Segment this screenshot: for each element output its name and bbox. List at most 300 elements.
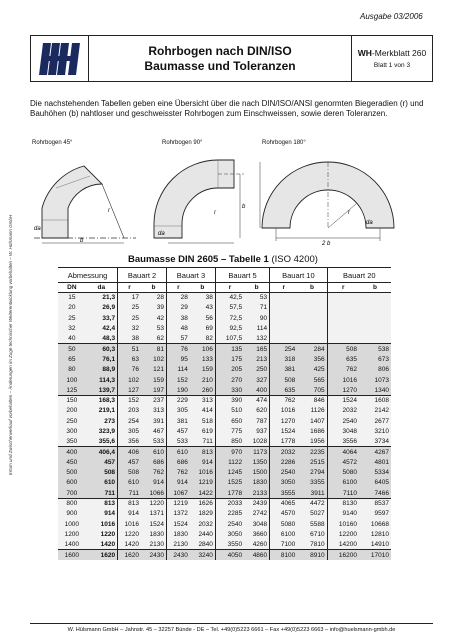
- table-cell: 1524: [149, 520, 164, 528]
- table-cell: 1219: [166, 498, 189, 508]
- table-cell: 3355: [310, 479, 325, 487]
- table-cell: 1400: [64, 541, 80, 549]
- table-cell: [327, 293, 359, 303]
- table-cell: 533: [166, 437, 189, 447]
- table-cell: 518: [202, 417, 213, 425]
- table-cell: [270, 293, 298, 303]
- table-cell: 1200: [64, 530, 80, 538]
- table-cell: 762: [270, 395, 298, 405]
- table-cell: 762: [327, 365, 359, 375]
- table-cell: 1525: [215, 478, 244, 488]
- table-cell: 1270: [270, 416, 298, 426]
- table-cell: 1620: [118, 550, 141, 560]
- table-row: [58, 478, 391, 488]
- table-cell: 305: [118, 426, 141, 436]
- table-cell: 254: [270, 344, 298, 354]
- table-cell: 12200: [327, 529, 359, 539]
- table-cell: 2840: [198, 541, 213, 549]
- table-cell: 65: [68, 355, 76, 363]
- table-cell: 1830: [252, 479, 268, 487]
- table-cell: 43: [205, 304, 213, 312]
- table-cell: 2032: [327, 406, 359, 416]
- table-sub-header-row: [58, 283, 391, 293]
- table-cell: 150: [58, 395, 86, 405]
- table-cell: 16200: [327, 550, 359, 560]
- table-cell: 1016: [118, 519, 141, 529]
- table-cell: 200: [66, 407, 78, 415]
- table-cell: [270, 313, 298, 323]
- table-row: [58, 375, 391, 385]
- table-cell: 50: [58, 344, 86, 354]
- table-cell: 21,3: [102, 294, 116, 302]
- elbow-90-drawing: [148, 148, 252, 246]
- table-cell: 1016: [100, 520, 116, 528]
- table-cell: 500: [66, 469, 78, 477]
- table-cell: 4065: [270, 498, 298, 508]
- table-cell: 205: [215, 365, 244, 375]
- table-cell: 42,4: [102, 325, 116, 333]
- table-cell: 90: [259, 314, 268, 322]
- table-cell: 937: [256, 428, 268, 435]
- group-header-bauart-2: Bauart 2: [118, 268, 167, 283]
- table-cell: 620: [256, 407, 268, 415]
- table-cell: 508: [118, 468, 141, 478]
- table-cell: 92,5: [215, 323, 244, 333]
- table-cell: 2286: [270, 457, 298, 467]
- table-cell: 1245: [215, 468, 244, 478]
- table-cell: 12810: [370, 530, 389, 538]
- table-cell: 273: [104, 417, 116, 425]
- column-header-6: r: [215, 283, 244, 293]
- table-cell: 42,5: [215, 293, 244, 303]
- table-row: [58, 293, 391, 303]
- table-cell: 1016: [198, 469, 213, 477]
- table-cell: 25: [68, 314, 76, 322]
- table-cell: 425: [313, 366, 325, 374]
- group-header-abmessung: Abmessung: [58, 268, 118, 283]
- table-cell: [359, 293, 391, 303]
- table-cell: 1350: [252, 458, 268, 466]
- table-cell: 2515: [310, 458, 325, 466]
- table-cell: 673: [378, 355, 389, 363]
- company-logo: [31, 36, 89, 81]
- table-cell: 51: [118, 344, 141, 354]
- table-cell: 1524: [270, 426, 298, 436]
- table-cell: 5334: [374, 469, 389, 477]
- column-header-7: b: [244, 283, 270, 293]
- table-cell: 381: [166, 416, 189, 426]
- column-header-1: da: [86, 283, 118, 293]
- table-cell: 38: [118, 334, 141, 344]
- table-cell: 38: [166, 313, 189, 323]
- table-cell: 1608: [359, 395, 391, 405]
- table-cell: 318: [270, 354, 298, 364]
- table-row: [58, 498, 391, 508]
- table-cell: 400: [58, 447, 86, 457]
- table-cell: 10160: [327, 519, 359, 529]
- table-cell: 40: [68, 335, 76, 343]
- table-cell: 80: [68, 366, 76, 374]
- table-cell: 1371: [149, 510, 164, 518]
- table-cell: 114: [256, 325, 268, 333]
- table-cell: 121: [153, 366, 164, 374]
- table-cell: 1829: [198, 510, 213, 518]
- table-cell: 610: [166, 447, 189, 457]
- table-cell: [270, 334, 298, 344]
- dimension-da-180: da: [366, 220, 373, 226]
- sheet-info: [352, 36, 432, 81]
- table-cell: 159: [202, 366, 213, 374]
- table-cell: 600: [66, 479, 78, 487]
- table-cell: 3050: [270, 478, 298, 488]
- table-row: [58, 540, 391, 550]
- table-cell: 356: [313, 355, 325, 363]
- table-cell: 72,5: [215, 313, 244, 323]
- table-cell: 3240: [190, 550, 216, 560]
- table-cell: 8537: [359, 498, 391, 508]
- table-cell: 53: [259, 294, 268, 302]
- table-cell: 313: [153, 407, 164, 415]
- table-cell: [297, 323, 327, 333]
- table-cell: 1220: [100, 530, 116, 538]
- table-cell: 1028: [252, 438, 268, 446]
- column-header-4: r: [166, 283, 189, 293]
- table-cell: [327, 313, 359, 323]
- table-cell: 3556: [327, 437, 359, 447]
- table-cell: 457: [166, 426, 189, 436]
- table-cell: 7100: [270, 540, 298, 550]
- table-cell: 1016: [270, 406, 298, 416]
- table-cell: 457: [104, 458, 116, 466]
- dimension-2b-180: 2 b: [322, 241, 331, 246]
- dimension-da-90: da: [158, 231, 165, 237]
- table-cell: [359, 303, 391, 313]
- table-cell: 414: [202, 407, 213, 415]
- table-cell: 323,9: [98, 428, 116, 435]
- table-cell: 15: [68, 294, 76, 302]
- group-header-bauart-20: Bauart 20: [327, 268, 391, 283]
- table-cell: 508: [104, 469, 116, 477]
- table-cell: 4050: [215, 550, 244, 560]
- table-cell: 3048: [252, 520, 268, 528]
- table-cell: 1956: [310, 438, 325, 446]
- table-cell: 2033: [215, 498, 244, 508]
- table-cell: 76,1: [102, 355, 116, 363]
- table-cell: 2142: [374, 407, 389, 415]
- table-cell: 53: [156, 325, 164, 333]
- side-disclaimer: Irrtum und Zwischenverkauf vorbehalten – Änderungen im Zuge technischer Weiterentwicklung vorbehalten – W. Hülsmann GmbH: [8, 214, 13, 476]
- figure-label-90: Rohrbogen 90°: [162, 140, 203, 146]
- table-cell: 300: [66, 428, 78, 435]
- table-cell: [297, 293, 327, 303]
- table-cell: 1016: [327, 375, 359, 385]
- table-cell: 38: [205, 294, 213, 302]
- table-cell: 813: [86, 498, 118, 508]
- table-cell: 2430: [141, 550, 167, 560]
- table-cell: 467: [153, 428, 164, 435]
- dimension-r-90: r: [214, 210, 216, 216]
- table-cell: 2540: [270, 468, 298, 478]
- table-cell: 355,6: [98, 438, 116, 446]
- footer-address: W. Hülsmann GmbH – Jahnstr. 45 – 32257 Bünde - DE – Tel. +49(0)5223 6661 – Fax +49(0)5223 6663 – info@huelsmann-gmbh.de: [30, 623, 433, 633]
- table-row: [58, 354, 391, 364]
- table-cell: 1000: [64, 520, 80, 528]
- table-cell: 510: [215, 406, 244, 416]
- table-cell: 8100: [270, 550, 298, 560]
- table-cell: 3555: [270, 488, 298, 498]
- table-cell: 62: [156, 335, 164, 343]
- table-cell: 4570: [270, 509, 298, 519]
- figure-label-45: Rohrbogen 45°: [32, 140, 73, 146]
- table-group-header-row: [58, 268, 391, 283]
- table-cell: 1626: [190, 498, 216, 508]
- table-cell: 2540: [215, 519, 244, 529]
- table-cell: 3210: [374, 428, 389, 435]
- elbow-180-drawing: [256, 148, 406, 246]
- table-cell: 25: [118, 303, 141, 313]
- table-row: [58, 313, 391, 323]
- document-header: [30, 35, 433, 82]
- table-cell: 508: [327, 344, 359, 354]
- table-cell: [297, 303, 327, 313]
- table-row: [58, 447, 391, 457]
- table-row: [58, 395, 391, 405]
- table-cell: 135: [215, 344, 244, 354]
- table-cell: 4472: [297, 498, 327, 508]
- table-cell: 168,3: [86, 395, 118, 405]
- table-cell: 3734: [374, 438, 389, 446]
- table-cell: 1067: [166, 488, 189, 498]
- table-cell: 56: [205, 314, 213, 322]
- table-cell: 57,5: [215, 303, 244, 313]
- table-cell: 2677: [374, 417, 389, 425]
- table-cell: 26,9: [102, 304, 116, 312]
- table-cell: 2133: [252, 489, 268, 497]
- dimension-b-45: b: [80, 238, 84, 244]
- table-cell: 391: [153, 417, 164, 425]
- table-cell: 114: [166, 365, 189, 375]
- table-cell: 32: [118, 323, 141, 333]
- table-cell: 406,4: [86, 447, 118, 457]
- table-cell: 350: [66, 438, 78, 446]
- table-cell: 152: [166, 375, 189, 385]
- table-row: [58, 457, 391, 467]
- table-cell: 565: [313, 376, 325, 384]
- table-cell: 33,7: [102, 314, 116, 322]
- table-cell: 250: [256, 366, 268, 374]
- table-cell: 270: [215, 375, 244, 385]
- table-cell: 57: [166, 334, 189, 344]
- table-cell: 813: [190, 447, 216, 457]
- table-cell: 71: [259, 304, 268, 312]
- table-cell: 2540: [327, 416, 359, 426]
- elbow-45-drawing: [28, 148, 140, 246]
- table-cell: 305: [166, 406, 189, 416]
- table-cell: 2430: [166, 550, 189, 560]
- table-cell: 210: [202, 376, 213, 384]
- table-cell: 4801: [374, 458, 389, 466]
- table-cell: 1420: [118, 540, 141, 550]
- table-cell: [359, 313, 391, 323]
- table-cell: 1407: [310, 417, 325, 425]
- table-cell: 4267: [359, 447, 391, 457]
- document-title-line-1: Rohrbogen nach DIN/ISO: [148, 43, 292, 58]
- table-cell: 846: [297, 395, 327, 405]
- table-cell: 406: [118, 447, 141, 457]
- table-cell: 7110: [327, 488, 359, 498]
- table-cell: 700: [66, 489, 78, 497]
- table-row: [58, 365, 391, 375]
- table-row: [58, 529, 391, 539]
- table-cell: 4064: [327, 447, 359, 457]
- table-cell: 152: [118, 395, 141, 405]
- table-cell: 28: [166, 293, 189, 303]
- table-cell: 6100: [327, 478, 359, 488]
- table-cell: 705: [313, 386, 325, 394]
- table-cell: 1219: [198, 479, 213, 487]
- table-cell: 3550: [215, 540, 244, 550]
- table-cell: 914: [166, 478, 189, 488]
- table-cell: 686: [153, 458, 164, 466]
- table-cell: 48: [166, 323, 189, 333]
- table-cell: 1524: [166, 519, 189, 529]
- table-cell: 190: [166, 385, 189, 395]
- table-cell: 125: [66, 386, 78, 394]
- wh-logo-icon: [37, 41, 83, 77]
- table-cell: 76: [166, 344, 189, 354]
- dimension-table: [58, 267, 391, 560]
- table-cell: 762: [153, 469, 164, 477]
- table-cell: 2285: [215, 509, 244, 519]
- table-cell: 76: [118, 365, 141, 375]
- table-cell: 9140: [327, 509, 359, 519]
- table-cell: 39: [156, 304, 164, 312]
- table-cell: 6710: [310, 530, 325, 538]
- table-cell: 356: [118, 437, 141, 447]
- table-row: [58, 437, 391, 447]
- table-cell: 787: [256, 417, 268, 425]
- table-cell: 533: [153, 438, 164, 446]
- table-cell: [297, 334, 327, 344]
- table-cell: 1830: [166, 529, 189, 539]
- table-cell: 4860: [244, 550, 270, 560]
- table-cell: 102: [118, 375, 141, 385]
- table-cell: 1220: [141, 498, 167, 508]
- table-cell: 390: [215, 395, 244, 405]
- column-header-3: b: [141, 283, 167, 293]
- table-cell: 1686: [310, 428, 325, 435]
- table-cell: 5027: [310, 510, 325, 518]
- table-cell: 8130: [327, 498, 359, 508]
- table-cell: 1372: [166, 509, 189, 519]
- table-row: [58, 323, 391, 333]
- table-row: [58, 334, 391, 344]
- table-cell: 48,3: [102, 335, 116, 343]
- table-cell: 29: [166, 303, 189, 313]
- table-cell: 14910: [370, 541, 389, 549]
- table-cell: 127: [118, 385, 141, 395]
- table-cell: 1500: [252, 469, 268, 477]
- table-cell: 2742: [252, 510, 268, 518]
- table-cell: 5080: [327, 468, 359, 478]
- table-cell: 254: [118, 416, 141, 426]
- sheet-name: WH-Merkblatt 260: [357, 48, 427, 58]
- table-cell: 1173: [244, 447, 270, 457]
- table-cell: 635: [327, 354, 359, 364]
- sheet-page: Blatt 1 von 3: [373, 62, 411, 69]
- issue-date: Ausgabe 03/2006: [360, 12, 423, 21]
- table-cell: 17: [118, 293, 141, 303]
- table-cell: 1778: [270, 437, 298, 447]
- table-cell: 1126: [310, 407, 325, 415]
- table-cell: 203: [118, 406, 141, 416]
- dimension-da-45: da: [34, 226, 41, 232]
- table-cell: 800: [58, 498, 86, 508]
- table-cell: 813: [118, 498, 141, 508]
- table-cell: 1220: [118, 529, 141, 539]
- table-cell: 1073: [374, 376, 389, 384]
- table-cell: 219,1: [98, 407, 116, 415]
- table-cell: 1830: [149, 530, 164, 538]
- table-cell: 14200: [327, 540, 359, 550]
- table-cell: 381: [270, 365, 298, 375]
- table-row: [58, 385, 391, 395]
- table-cell: 2032: [270, 447, 298, 457]
- table-cell: 1066: [149, 489, 164, 497]
- table-cell: 3660: [252, 530, 268, 538]
- table-cell: 1420: [100, 541, 116, 549]
- table-cell: 538: [359, 344, 391, 354]
- column-header-5: b: [190, 283, 216, 293]
- table-cell: 8910: [297, 550, 327, 560]
- table-cell: 2032: [198, 520, 213, 528]
- table-cell: 330: [215, 385, 244, 395]
- table-row: [58, 488, 391, 498]
- table-cell: 2130: [149, 541, 164, 549]
- table-cell: 25: [118, 313, 141, 323]
- table-cell: 313: [190, 395, 216, 405]
- dimension-r-45: r: [108, 208, 110, 214]
- table-cell: 81: [141, 344, 167, 354]
- table-cell: 102: [153, 355, 164, 363]
- table-cell: 6100: [270, 529, 298, 539]
- table-cell: [359, 334, 391, 344]
- table-cell: [327, 323, 359, 333]
- table-cell: 4260: [252, 541, 268, 549]
- table-cell: 42: [156, 314, 164, 322]
- table-cell: 250: [66, 417, 78, 425]
- table-cell: 2440: [198, 530, 213, 538]
- table-cell: 686: [166, 457, 189, 467]
- column-header-2: r: [118, 283, 141, 293]
- table-row: [58, 426, 391, 436]
- table-cell: 900: [66, 510, 78, 518]
- table-cell: 1524: [327, 395, 359, 405]
- table-cell: 7466: [374, 489, 389, 497]
- table-cell: 63: [118, 354, 141, 364]
- column-header-0: DN: [58, 283, 86, 293]
- document-title-line-2: Baumasse und Toleranzen: [144, 58, 296, 73]
- table-cell: [327, 303, 359, 313]
- table-cell: [270, 303, 298, 313]
- table-cell: 508: [270, 375, 298, 385]
- table-cell: 100: [66, 376, 78, 384]
- table-cell: 474: [244, 395, 270, 405]
- table-cell: 3911: [310, 489, 325, 497]
- table-row: [58, 509, 391, 519]
- table-cell: [270, 323, 298, 333]
- table-cell: 610: [141, 447, 167, 457]
